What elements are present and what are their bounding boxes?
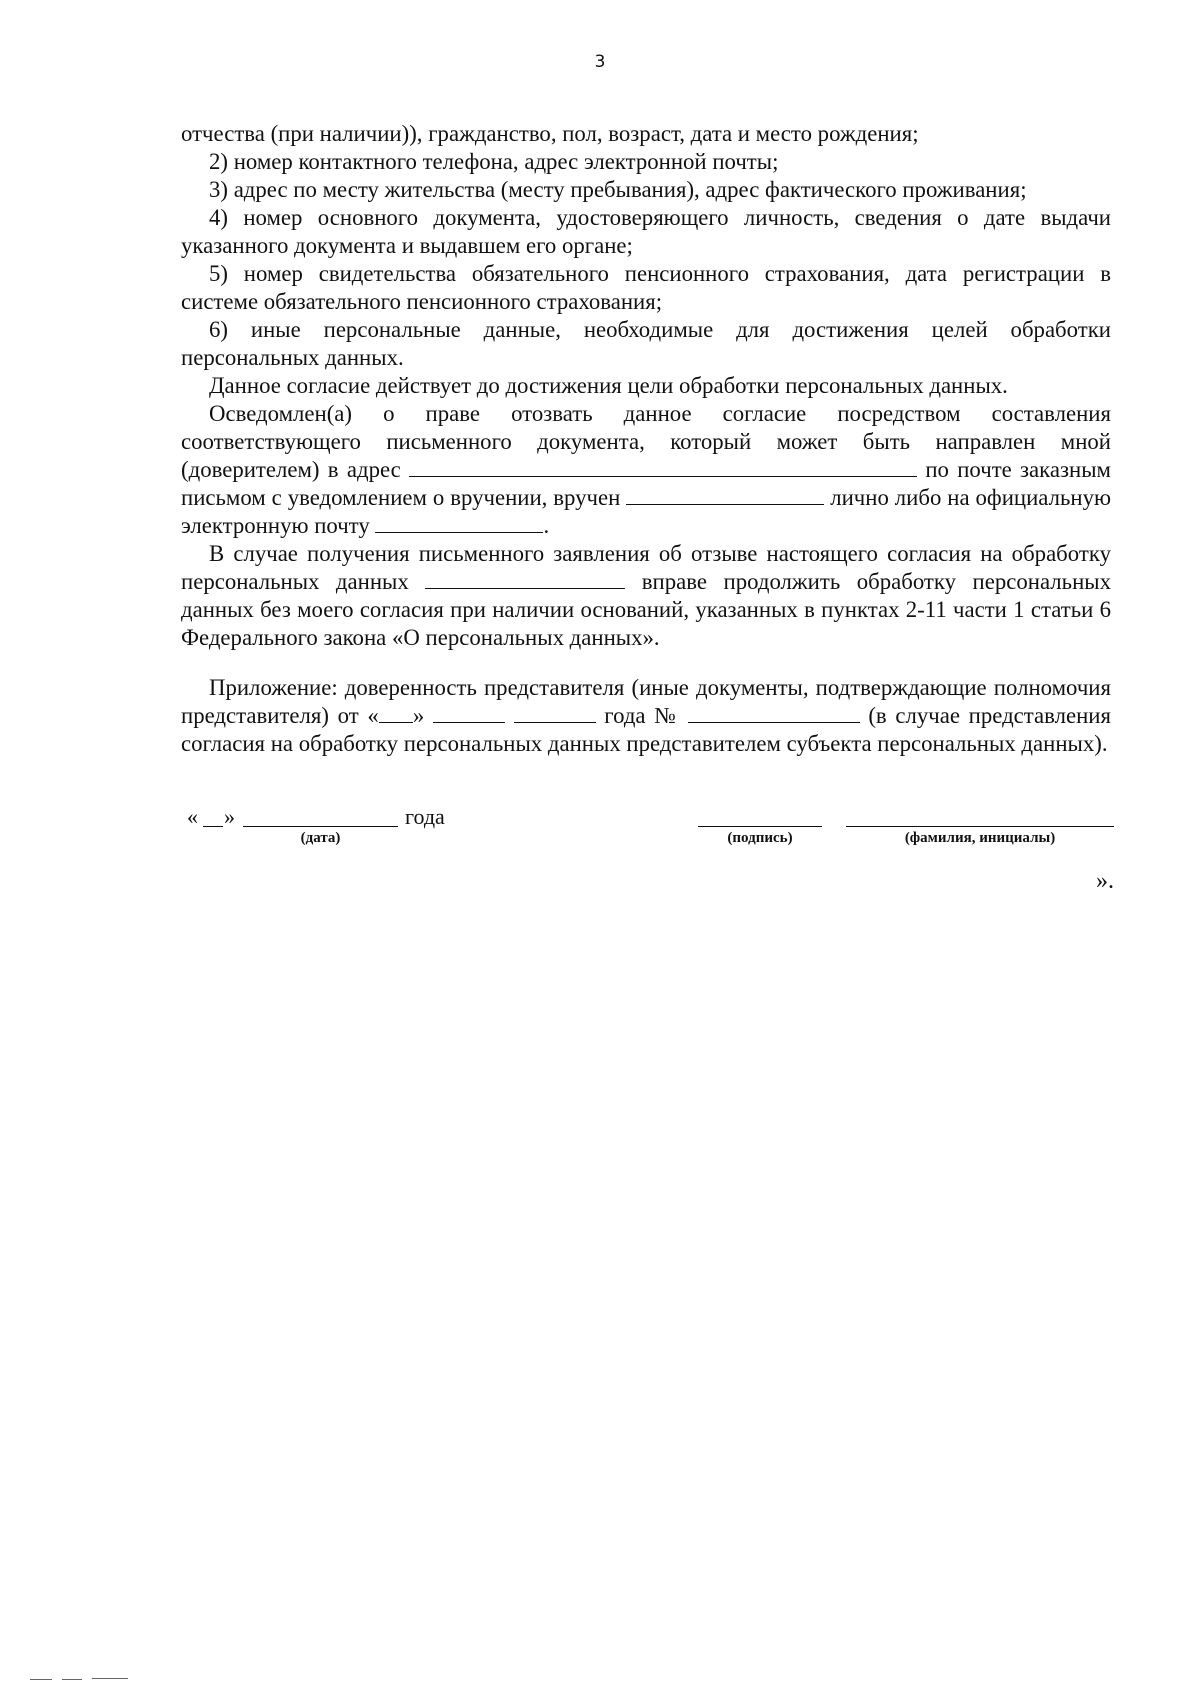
operator-blank	[425, 570, 625, 589]
date-caption: (дата)	[300, 830, 341, 846]
revocation-text-1: Осведомлен(а) о праве отозвать данное согласие посредством составления соответствующего письменного документа, который может быть направлен мной (доверителем) в адрес	[181, 401, 1111, 482]
appendix-day-blank	[379, 704, 413, 723]
paragraph-item-3: 3) адрес по месту жительства (месту пребывания), адрес фактического проживания;	[209, 177, 1027, 202]
revocation-text-3: лично либо на официальную электронную почту	[181, 485, 1112, 538]
name-blank	[846, 826, 1114, 827]
date-blank	[243, 826, 398, 827]
paragraph-withdrawal	[181, 540, 1111, 652]
date-open-quote: «	[187, 804, 198, 829]
consent-body	[181, 120, 1111, 758]
date-close-quote: »	[224, 804, 235, 829]
paragraph-item-5: 5) номер свидетельства обязательного пенсионного страхования, дата регистрации в системе обязательного пенсионного страхования;	[181, 261, 1111, 314]
scan-mark	[62, 1679, 82, 1680]
date-day-blank	[203, 826, 223, 827]
appendix-year-blank	[514, 704, 596, 723]
date-year-word: года	[405, 804, 445, 829]
appendix-month-blank	[433, 704, 505, 723]
page-number: 3	[594, 52, 606, 72]
paragraph-validity: Данное согласие действует до достижения цели обработки персональных данных.	[209, 373, 1008, 398]
appendix-text-4: (в случае представления согласия на обработку персональных данных представителем субъекта персональных данных).	[181, 703, 1111, 756]
withdrawal-text-2: вправе продолжить обработку персональных данных без моего согласия при наличии оснований, указанных в пунктах 2-11 части 1 статьи 6 Федерального закона «О персональных данных».	[181, 569, 1111, 650]
withdrawal-text-1: В случае получения письменного заявления об отзыве настоящего согласия на обработку персональных данных	[181, 541, 1111, 594]
paragraph-revocation	[181, 400, 1111, 540]
paragraph-appendix	[181, 674, 1111, 758]
revocation-text-2: по почте заказным письмом с уведомлением о вручении, вручен	[181, 457, 1111, 510]
appendix-number-blank	[688, 704, 860, 723]
email-blank	[375, 514, 543, 533]
address-blank	[409, 458, 917, 477]
signature-caption: (подпись)	[727, 830, 793, 846]
appendix-text-1: Приложение: доверенность представителя (иные документы, подтверждающие полномочия представителя) от «	[181, 675, 1111, 728]
appendix-text-3: года №	[604, 703, 679, 728]
paragraph-item-6: 6) иные персональные данные, необходимые для достижения целей обработки персональных данных.	[181, 317, 1111, 370]
appendix-text-2: »	[412, 703, 425, 728]
signature-blank	[698, 826, 822, 827]
closing-quote: ».	[1096, 868, 1114, 894]
revocation-end: .	[543, 513, 550, 538]
paragraph-item-2: 2) номер контактного телефона, адрес электронной почты;	[209, 149, 779, 174]
scan-mark	[30, 1679, 52, 1680]
paragraph-citizenship: отчества (при наличии)), гражданство, пол, возраст, дата и место рождения;	[181, 121, 919, 146]
scan-mark	[92, 1678, 128, 1679]
name-caption: (фамилия, инициалы)	[904, 830, 1056, 846]
delivered-to-blank	[626, 486, 824, 505]
paragraph-item-4: 4) номер основного документа, удостоверяющего личность, сведения о дате выдачи указанного документа и выдавшем его органе;	[181, 205, 1111, 258]
